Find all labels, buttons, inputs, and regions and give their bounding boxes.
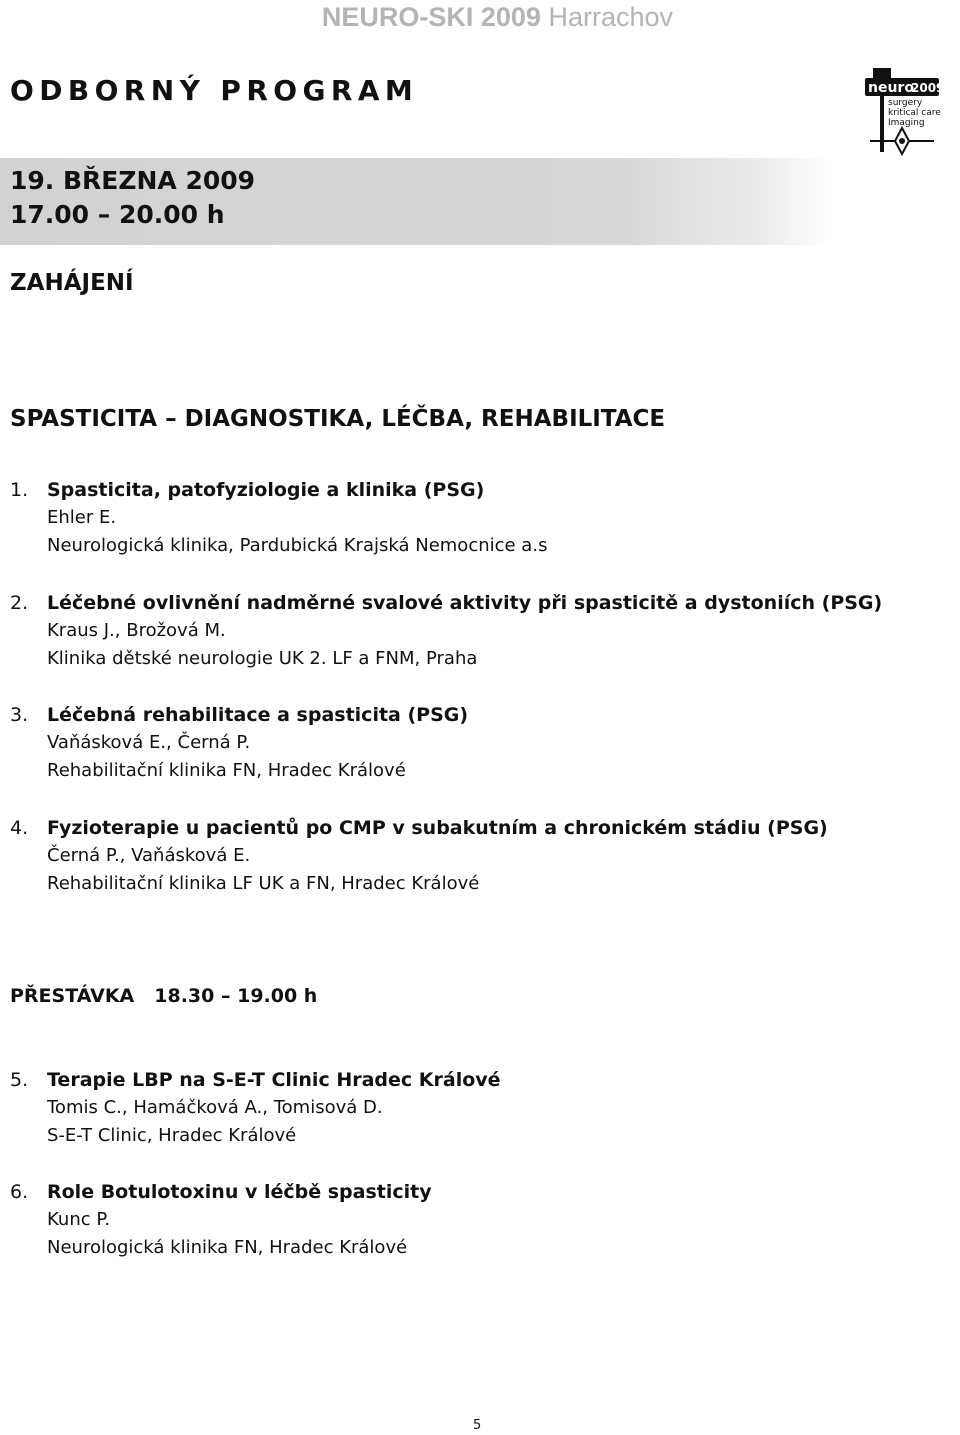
item-title: Fyzioterapie u pacientů po CMP v subakutním a chronickém stádiu (PSG) xyxy=(47,817,828,839)
opening-heading: ZAHÁJENÍ xyxy=(10,270,134,296)
block-title: SPASTICITA – DIAGNOSTIKA, LÉČBA, REHABILITACE xyxy=(10,406,666,432)
item-authors: Tomis C., Hamáčková A., Tomisová D. xyxy=(47,1097,383,1118)
program-item xyxy=(10,1181,930,1265)
item-title: Role Botulotoxinu v léčbě spasticity xyxy=(47,1181,432,1203)
section-title: ODBORNÝ PROGRAM xyxy=(10,74,419,107)
running-header xyxy=(322,2,673,33)
item-number: 4. xyxy=(10,817,29,839)
item-affiliation: S-E-T Clinic, Hradec Králové xyxy=(47,1125,297,1146)
item-number: 2. xyxy=(10,592,29,614)
break-line xyxy=(10,985,317,1007)
running-header-place: Harrachov xyxy=(548,2,673,32)
break-time: 18.30 – 19.00 h xyxy=(154,985,318,1007)
program-item xyxy=(10,479,930,563)
svg-text:2009: 2009 xyxy=(911,81,942,95)
item-title: Spasticita, patofyziologie a klinika (PSG) xyxy=(47,479,485,501)
running-header-brand: NEURO-SKI 2009 xyxy=(321,2,541,32)
item-title: Léčebná rehabilitace a spasticita (PSG) xyxy=(47,704,469,726)
item-affiliation: Neurologická klinika FN, Hradec Králové xyxy=(47,1237,408,1258)
item-authors: Ehler E. xyxy=(47,507,117,528)
svg-text:kritical care: kritical care xyxy=(888,108,941,118)
item-number: 3. xyxy=(10,704,29,726)
item-number: 5. xyxy=(10,1069,29,1091)
item-number: 1. xyxy=(10,479,29,501)
svg-text:neuro: neuro xyxy=(868,80,914,96)
item-title: Léčebné ovlivnění nadměrné svalové aktivity při spasticitě a dystoniích (PSG) xyxy=(47,592,883,614)
item-affiliation: Neurologická klinika, Pardubická Krajská Nemocnice a.s xyxy=(47,535,548,556)
neuro-2009-logo-icon xyxy=(862,64,942,159)
page-number: 5 xyxy=(473,1418,482,1433)
program-date: 19. BŘEZNA 2009 xyxy=(10,166,256,195)
item-authors: Černá P., Vaňásková E. xyxy=(47,845,251,866)
program-item xyxy=(10,817,930,901)
program-item xyxy=(10,704,930,788)
svg-text:surgery: surgery xyxy=(888,98,923,108)
item-number: 6. xyxy=(10,1181,29,1203)
item-affiliation: Klinika dětské neurologie UK 2. LF a FNM, Praha xyxy=(47,648,478,669)
program-time: 17.00 – 20.00 h xyxy=(10,200,225,229)
item-title: Terapie LBP na S-E-T Clinic Hradec Králové xyxy=(47,1069,501,1091)
svg-text:Imaging: Imaging xyxy=(888,118,925,128)
item-authors: Vaňásková E., Černá P. xyxy=(47,732,251,753)
program-item xyxy=(10,592,930,676)
item-authors: Kraus J., Brožová M. xyxy=(47,620,226,641)
item-affiliation: Rehabilitační klinika LF UK a FN, Hradec Králové xyxy=(47,873,480,894)
item-affiliation: Rehabilitační klinika FN, Hradec Králové xyxy=(47,760,406,781)
break-label: PŘESTÁVKA xyxy=(10,985,135,1007)
item-authors: Kunc P. xyxy=(47,1209,111,1230)
program-item xyxy=(10,1069,930,1153)
